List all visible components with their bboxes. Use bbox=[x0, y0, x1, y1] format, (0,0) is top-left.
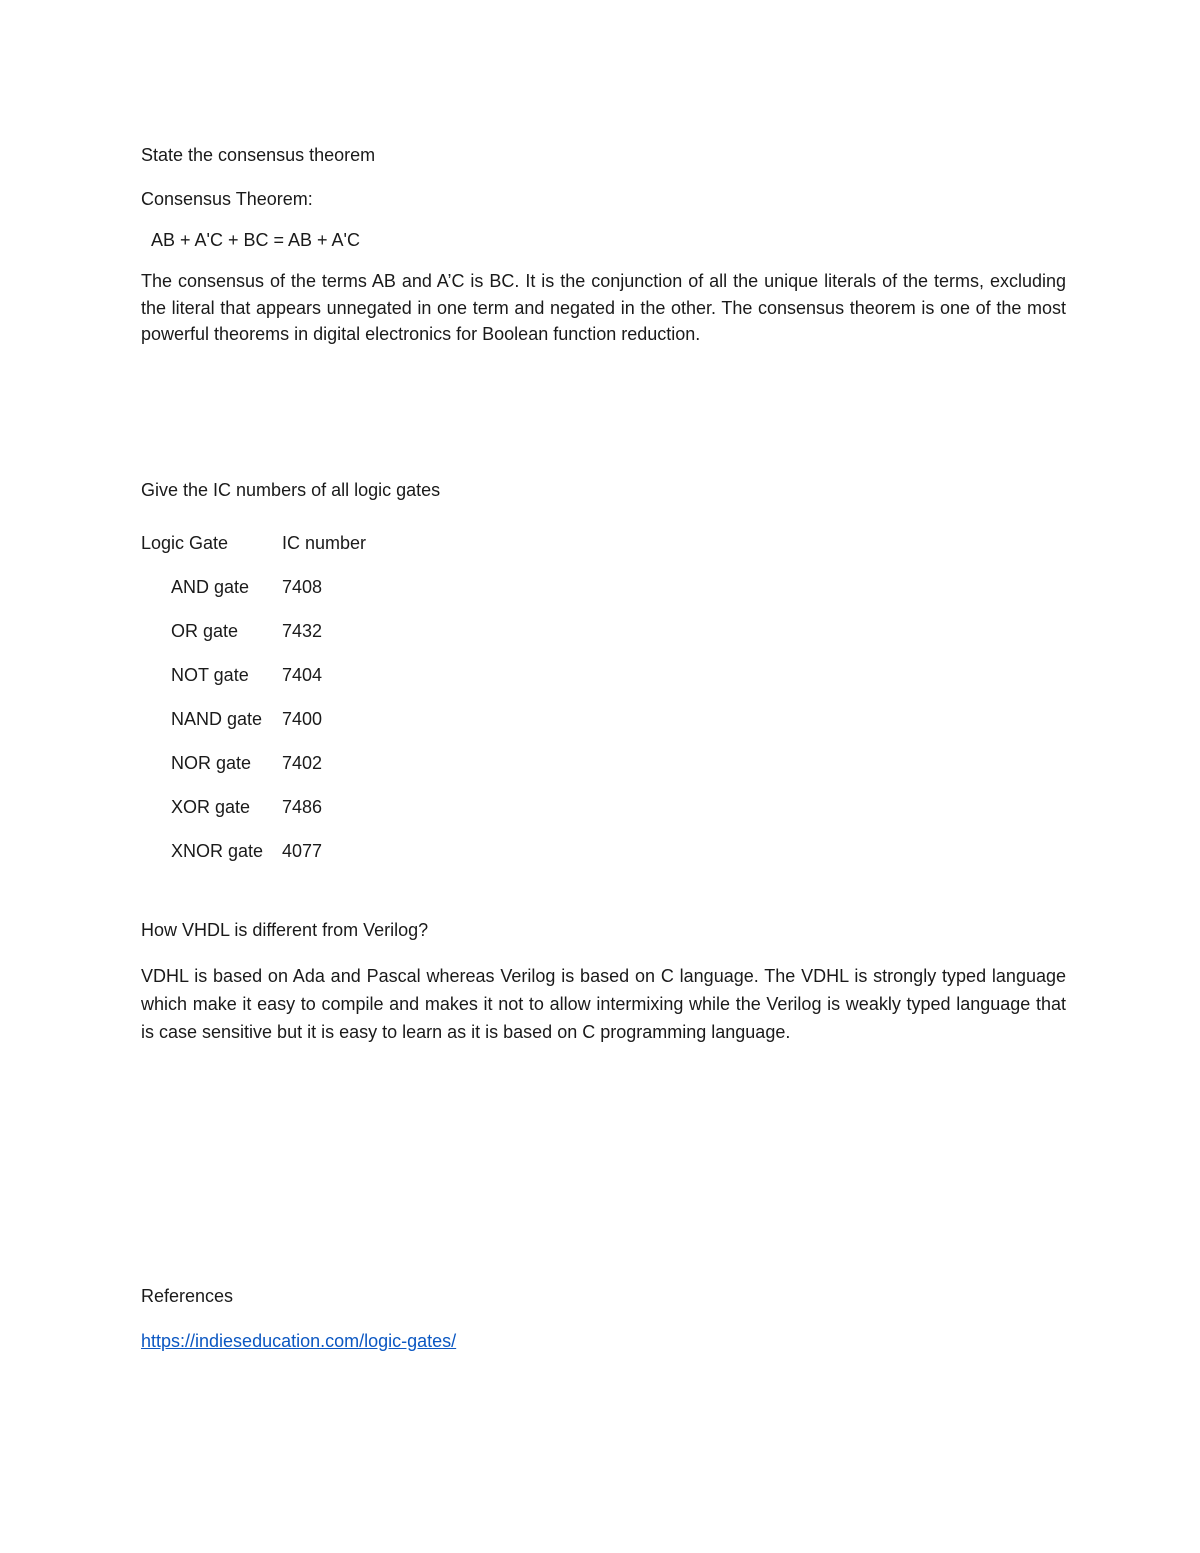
gate-name: XOR gate bbox=[171, 796, 251, 817]
gate-name: OR gate bbox=[171, 620, 239, 641]
table-row bbox=[141, 653, 366, 697]
table-row bbox=[141, 565, 366, 609]
consensus-heading: Consensus Theorem: bbox=[141, 189, 313, 209]
gate-name: NOT gate bbox=[171, 664, 249, 685]
reference-item bbox=[141, 1328, 456, 1354]
header-logic-gate: Logic Gate bbox=[141, 532, 229, 553]
table-row bbox=[141, 785, 366, 829]
table-row bbox=[141, 829, 366, 873]
consensus-explanation: The consensus of the terms AB and A’C is BC. It is the conjunction of all the unique literals of the terms, excluding the literal that appears unnegated in one term and negated in the other. The consensus theorem is one of the most powerful theorems in digital electronics for Boolean function reduction. bbox=[141, 271, 1066, 344]
ic-number: 7408 bbox=[282, 576, 323, 597]
ic-number-table bbox=[141, 521, 366, 873]
gate-name: NAND gate bbox=[171, 708, 263, 729]
table-row bbox=[141, 609, 366, 653]
ic-number: 7404 bbox=[282, 664, 323, 685]
ic-number: 7400 bbox=[282, 708, 323, 729]
references-heading: References bbox=[141, 1286, 234, 1306]
vhdl-question: How VHDL is different from Verilog? bbox=[141, 920, 429, 940]
ic-number: 7432 bbox=[282, 620, 323, 641]
ic-number: 7402 bbox=[282, 752, 323, 773]
reference-link[interactable]: https://indieseducation.com/logic-gates/ bbox=[141, 1331, 457, 1351]
gate-name: XNOR gate bbox=[171, 840, 264, 861]
header-ic-number: IC number bbox=[282, 532, 367, 553]
consensus-formula: AB + A'C + BC = AB + A'C bbox=[151, 230, 360, 250]
ic-question: Give the IC numbers of all logic gates bbox=[141, 480, 441, 500]
table-row bbox=[141, 741, 366, 785]
consensus-question: State the consensus theorem bbox=[141, 145, 376, 165]
vhdl-answer: VDHL is based on Ada and Pascal whereas Verilog is based on C language. The VDHL is strongly typed language which make it easy to compile and makes it not to allow intermixing while the Verilog is weakly typed language that is case sensitive but it is easy to learn as it is based on C programming language. bbox=[141, 966, 1066, 1042]
gate-name: AND gate bbox=[171, 576, 250, 597]
table-header-row bbox=[141, 521, 366, 565]
gate-name: NOR gate bbox=[171, 752, 252, 773]
ic-number: 4077 bbox=[282, 840, 323, 861]
ic-number: 7486 bbox=[282, 796, 323, 817]
table-row bbox=[141, 697, 366, 741]
